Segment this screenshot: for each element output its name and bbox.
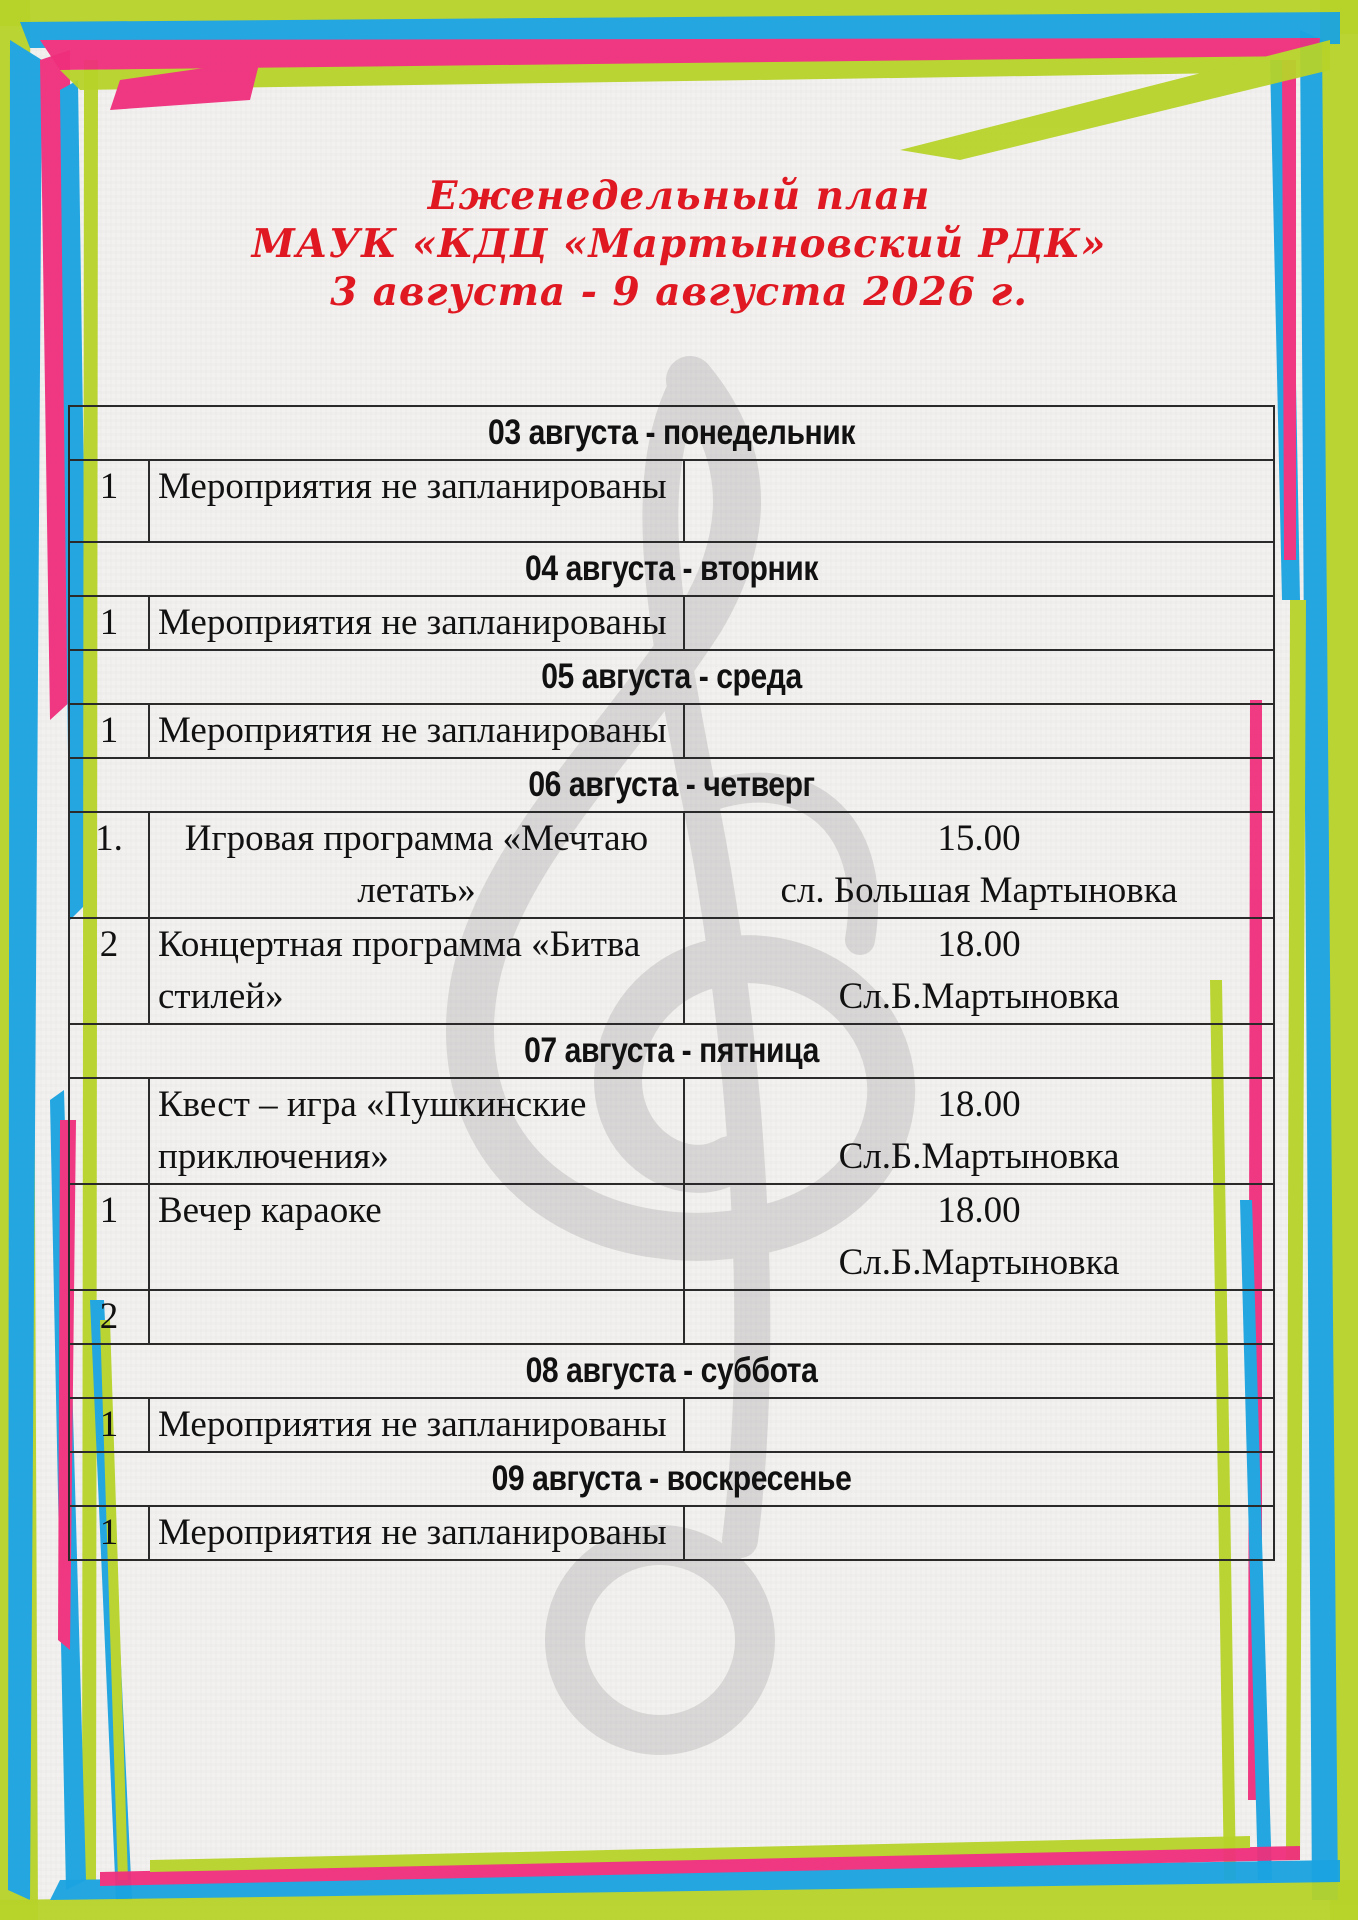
day-header: 08 августа - суббота	[153, 1344, 1189, 1398]
event-time-place	[684, 1078, 1274, 1184]
day-header: 04 августа - вторник	[153, 542, 1189, 596]
event-time-place	[684, 1398, 1274, 1452]
event-number: 1	[69, 1184, 149, 1290]
event-name: Концертная программа «Битва стилей»	[149, 918, 684, 1024]
title-line-1: Еженедельный план	[427, 173, 931, 219]
weekly-plan-table	[68, 405, 1275, 1561]
event-name: Вечер караоке	[149, 1184, 684, 1290]
event-number: 2	[69, 918, 149, 1024]
event-number: 1	[69, 596, 149, 650]
frame-bottom	[0, 1836, 1358, 1920]
day-header: 09 августа - воскресенье	[153, 1452, 1189, 1506]
event-name: Мероприятия не запланированы	[149, 460, 684, 542]
page-title	[0, 172, 1358, 316]
event-time: 18.00	[937, 924, 1021, 965]
day-header: 07 августа - пятница	[153, 1024, 1189, 1078]
event-place: сл. Большая Мартыновка	[780, 870, 1178, 911]
event-time-place	[684, 918, 1274, 1024]
event-time-place	[684, 1184, 1274, 1290]
event-time-place	[684, 812, 1274, 918]
event-number: 1.	[69, 812, 149, 918]
day-header: 05 августа - среда	[153, 650, 1189, 704]
event-place: Сл.Б.Мартыновка	[838, 1242, 1120, 1283]
event-time: 18.00	[937, 1190, 1021, 1231]
title-line-2: МАУК «КДЦ «Мартыновский РДК»	[251, 221, 1107, 267]
event-time-place	[684, 1506, 1274, 1560]
event-name: Игровая программа «Мечтаю летать»	[149, 812, 684, 918]
event-name: Мероприятия не запланированы	[149, 704, 684, 758]
event-number: 1	[69, 1398, 149, 1452]
event-name: Мероприятия не запланированы	[149, 1506, 684, 1560]
event-name	[149, 1290, 684, 1344]
event-time: 18.00	[937, 1084, 1021, 1125]
day-header: 03 августа - понедельник	[153, 406, 1189, 460]
event-place: Сл.Б.Мартыновка	[838, 1136, 1120, 1177]
event-place: Сл.Б.Мартыновка	[838, 976, 1120, 1017]
event-time-place	[684, 460, 1274, 542]
event-number: 1	[69, 1506, 149, 1560]
event-number	[69, 1078, 149, 1184]
day-header: 06 августа - четверг	[153, 758, 1189, 812]
event-number: 1	[69, 460, 149, 542]
event-number: 1	[69, 704, 149, 758]
event-time: 15.00	[937, 818, 1021, 859]
event-name: Мероприятия не запланированы	[149, 596, 684, 650]
event-name: Мероприятия не запланированы	[149, 1398, 684, 1452]
event-time-place	[684, 704, 1274, 758]
frame-top	[0, 0, 1358, 160]
event-time-place	[684, 1290, 1274, 1344]
event-time-place	[684, 596, 1274, 650]
event-name: Квест – игра «Пушкинские приключения»	[149, 1078, 684, 1184]
event-number: 2	[69, 1290, 149, 1344]
title-line-3: 3 августа - 9 августа 2026 г.	[330, 269, 1028, 315]
